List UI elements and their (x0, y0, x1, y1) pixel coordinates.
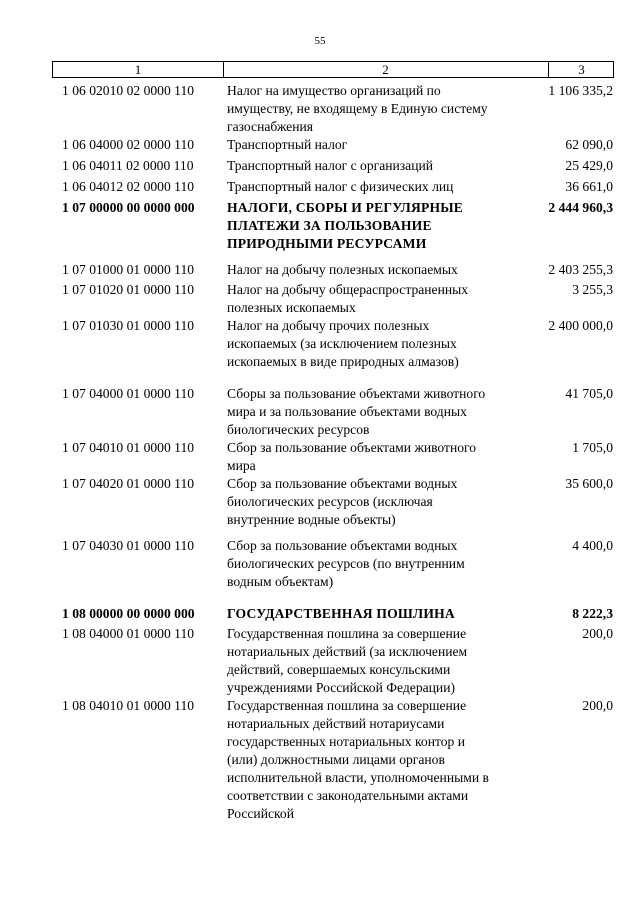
row-name: Налог на имущество организаций по имуществу, не входящему в Единую систему газоснабжения (227, 83, 488, 134)
table-row (0, 281, 640, 317)
table-row (0, 317, 640, 371)
row-code: 1 08 04010 01 0000 110 (62, 698, 195, 713)
row-name: Транспортный налог (227, 137, 348, 152)
row-name: НАЛОГИ, СБОРЫ И РЕГУЛЯРНЫЕ ПЛАТЕЖИ ЗА ПОЛЬЗОВАНИЕ ПРИРОДНЫМИ РЕСУРСАМИ (227, 200, 464, 251)
row-name: Налог на добычу общераспространенных полезных ископаемых (227, 282, 469, 315)
row-amount: 1 106 335,2 (548, 83, 613, 98)
row-name: ГОСУДАРСТВЕННАЯ ПОШЛИНА (227, 606, 455, 621)
row-code: 1 07 04000 01 0000 110 (62, 386, 195, 401)
table-row (0, 136, 640, 154)
row-code: 1 07 04030 01 0000 110 (62, 538, 195, 553)
row-name: Сбор за пользование объектами водных биологических ресурсов (исключая внутренние водные объекты) (227, 476, 458, 527)
row-amount: 200,0 (582, 626, 613, 641)
column-header-name: 2 (223, 62, 549, 77)
table-row (0, 475, 640, 529)
row-code: 1 07 01020 01 0000 110 (62, 282, 195, 297)
row-amount: 35 600,0 (565, 476, 613, 491)
row-code: 1 06 04000 02 0000 110 (62, 137, 195, 152)
row-code: 1 06 02010 02 0000 110 (62, 83, 195, 98)
table-row (0, 439, 640, 475)
row-amount: 3 255,3 (572, 282, 613, 297)
row-name: Государственная пошлина за совершение нотариальных действий нотариусами государственных нотариальных контор и (или) должностными лицами органов исполнительной власти, уполномоченными в соответствии с законодательными актами Российской (227, 698, 489, 821)
row-amount: 36 661,0 (565, 179, 613, 194)
row-code: 1 07 04010 01 0000 110 (62, 440, 195, 455)
table-row (0, 261, 640, 279)
column-header-code: 1 (53, 62, 224, 77)
row-amount: 2 403 255,3 (548, 262, 613, 277)
row-name: Сборы за пользование объектами животного мира и за пользование объектами водных биологических ресурсов (227, 386, 486, 437)
row-amount: 2 400 000,0 (548, 318, 613, 333)
row-code: 1 07 01030 01 0000 110 (62, 318, 195, 333)
table-row (0, 625, 640, 697)
page-number: 55 (314, 35, 326, 47)
row-code: 1 06 04012 02 0000 110 (62, 179, 195, 194)
table-row (0, 82, 640, 136)
table-row (0, 178, 640, 196)
table-row (0, 605, 640, 623)
table-row (0, 157, 640, 175)
row-name: Государственная пошлина за совершение нотариальных действий (за исключением действий, совершаемых консульскими учреждениями Российской Федерации) (227, 626, 468, 695)
row-code: 1 06 04011 02 0000 110 (62, 158, 194, 173)
row-amount: 41 705,0 (565, 386, 613, 401)
row-amount: 200,0 (582, 698, 613, 713)
row-amount: 1 705,0 (572, 440, 613, 455)
row-amount: 8 222,3 (572, 606, 613, 621)
table-body (0, 82, 640, 823)
column-header-amount: 3 (578, 62, 585, 77)
row-code: 1 07 01000 01 0000 110 (62, 262, 195, 277)
row-name: Транспортный налог с организаций (227, 158, 434, 173)
row-amount: 2 444 960,3 (548, 200, 613, 215)
row-name: Сбор за пользование объектами водных биологических ресурсов (по внутренним водным объектам) (227, 538, 465, 589)
table-row (0, 199, 640, 253)
row-code: 1 07 04020 01 0000 110 (62, 476, 195, 491)
row-amount: 4 400,0 (572, 538, 613, 553)
row-amount: 25 429,0 (565, 158, 613, 173)
table-row (0, 385, 640, 439)
table-row (0, 537, 640, 591)
table-row (0, 697, 640, 823)
row-code: 1 08 00000 00 0000 000 (62, 606, 195, 621)
row-name: Налог на добычу полезных ископаемых (227, 262, 458, 277)
row-code: 1 08 04000 01 0000 110 (62, 626, 195, 641)
row-amount: 62 090,0 (565, 137, 613, 152)
row-name: Транспортный налог с физических лиц (227, 179, 454, 194)
row-name: Налог на добычу прочих полезных ископаемых (за исключением полезных ископаемых в виде природных алмазов) (227, 318, 459, 369)
table-header (52, 61, 614, 78)
row-name: Сбор за пользование объектами животного мира (227, 440, 477, 473)
row-code: 1 07 00000 00 0000 000 (62, 200, 195, 215)
